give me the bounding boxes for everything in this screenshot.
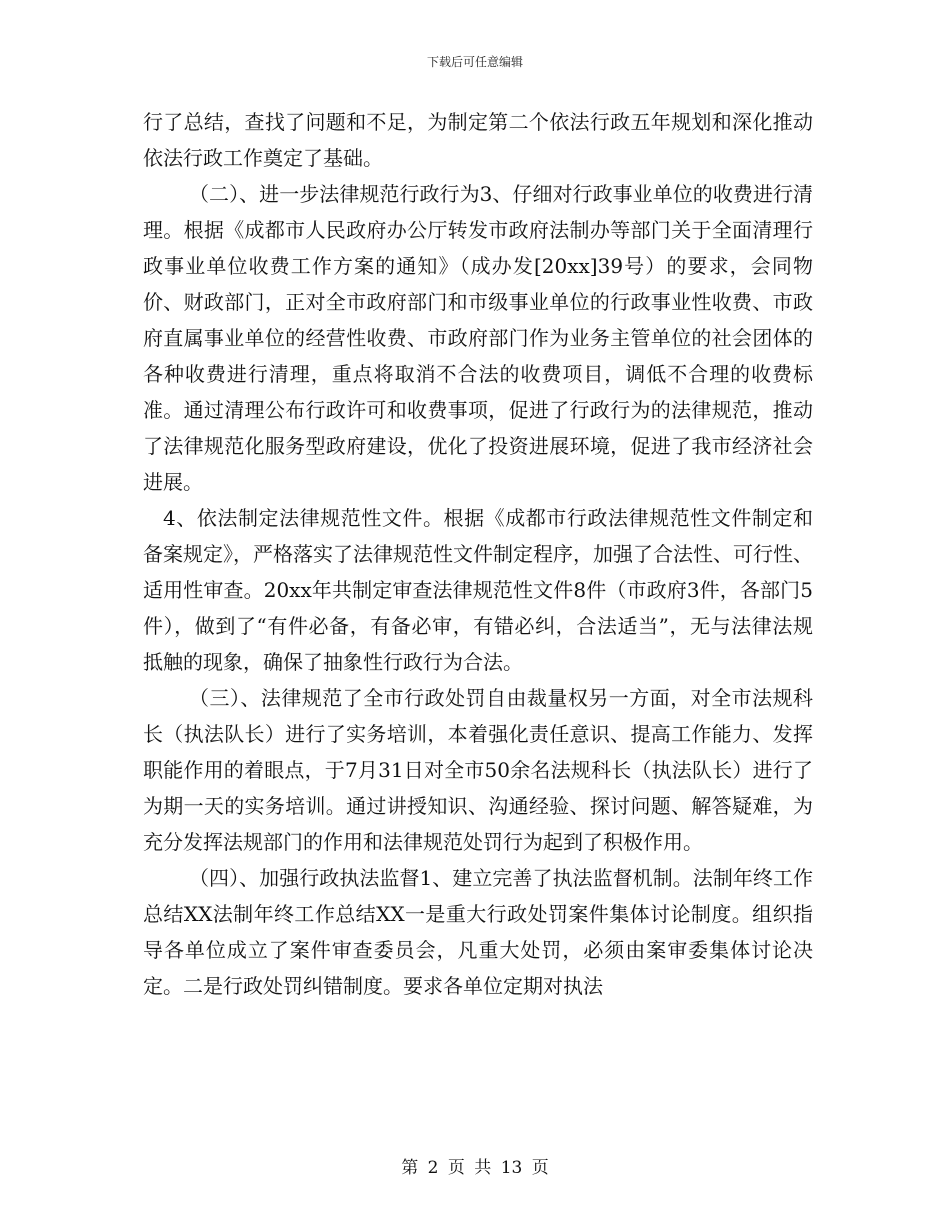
document-body [143, 104, 813, 1004]
paragraph-1: 行了总结，查找了问题和不足，为制定第二个依法行政五年规划和深化推动依法行政工作奠定了基础。 [143, 110, 813, 170]
paragraph-5: （四）、加强行政执法监督1、建立完善了执法监督机制。法制年终工作总结XX法制年终工作总结XX一是重大行政处罚案件集体讨论制度。组织指导各单位成立了案件审查委员会，凡重大处罚，必须由案审委集体讨论决定。二是行政处罚纠错制度。要求各单位定期对执法 [143, 866, 813, 998]
page-header-note: 下载后可任意编辑 [426, 55, 523, 69]
paragraph-4: （三）、法律规范了全市行政处罚自由裁量权另一方面，对全市法规科长（执法队长）进行了实务培训，本着强化责任意识、提高工作能力、发挥职能作用的着眼点，于7月31日对全市50余名法规科长（执法队长）进行了为期一天的实务培训。通过讲授知识、沟通经验、探讨问题、解答疑难，为充分发挥法规部门的作用和法律规范处罚行为起到了积极作用。 [143, 686, 813, 854]
paragraph-3: 4、依法制定法律规范性文件。根据《成都市行政法律规范性文件制定和备案规定》，严格落实了法律规范性文件制定程序，加强了合法性、可行性、适用性审查。20xx年共制定审查法律规范性文件8件（市政府3件，各部门5件），做到了“有件必备，有备必审，有错必纠，合法适当”，无与法律法规抵触的现象，确保了抽象性行政行为合法。 [143, 506, 813, 674]
paragraph-2: （二）、进一步法律规范行政行为3、仔细对行政事业单位的收费进行清理。根据《成都市人民政府办公厅转发市政府法制办等部门关于全面清理行政事业单位收费工作方案的通知》（成办发[20xx]39号）的要求，会同物价、财政部门，正对全市政府部门和市级事业单位的行政事业性收费、市政府直属事业单位的经营性收费、市政府部门作为业务主管单位的社会团体的各种收费进行清理，重点将取消不合法的收费项目，调低不合理的收费标准。通过清理公布行政许可和收费事项，促进了行政行为的法律规范，推动了法律规范化服务型政府建设，优化了投资进展环境，促进了我市经济社会进展。 [143, 182, 813, 494]
page-number-footer: 第 2 页 共 13 页 [401, 1158, 549, 1178]
